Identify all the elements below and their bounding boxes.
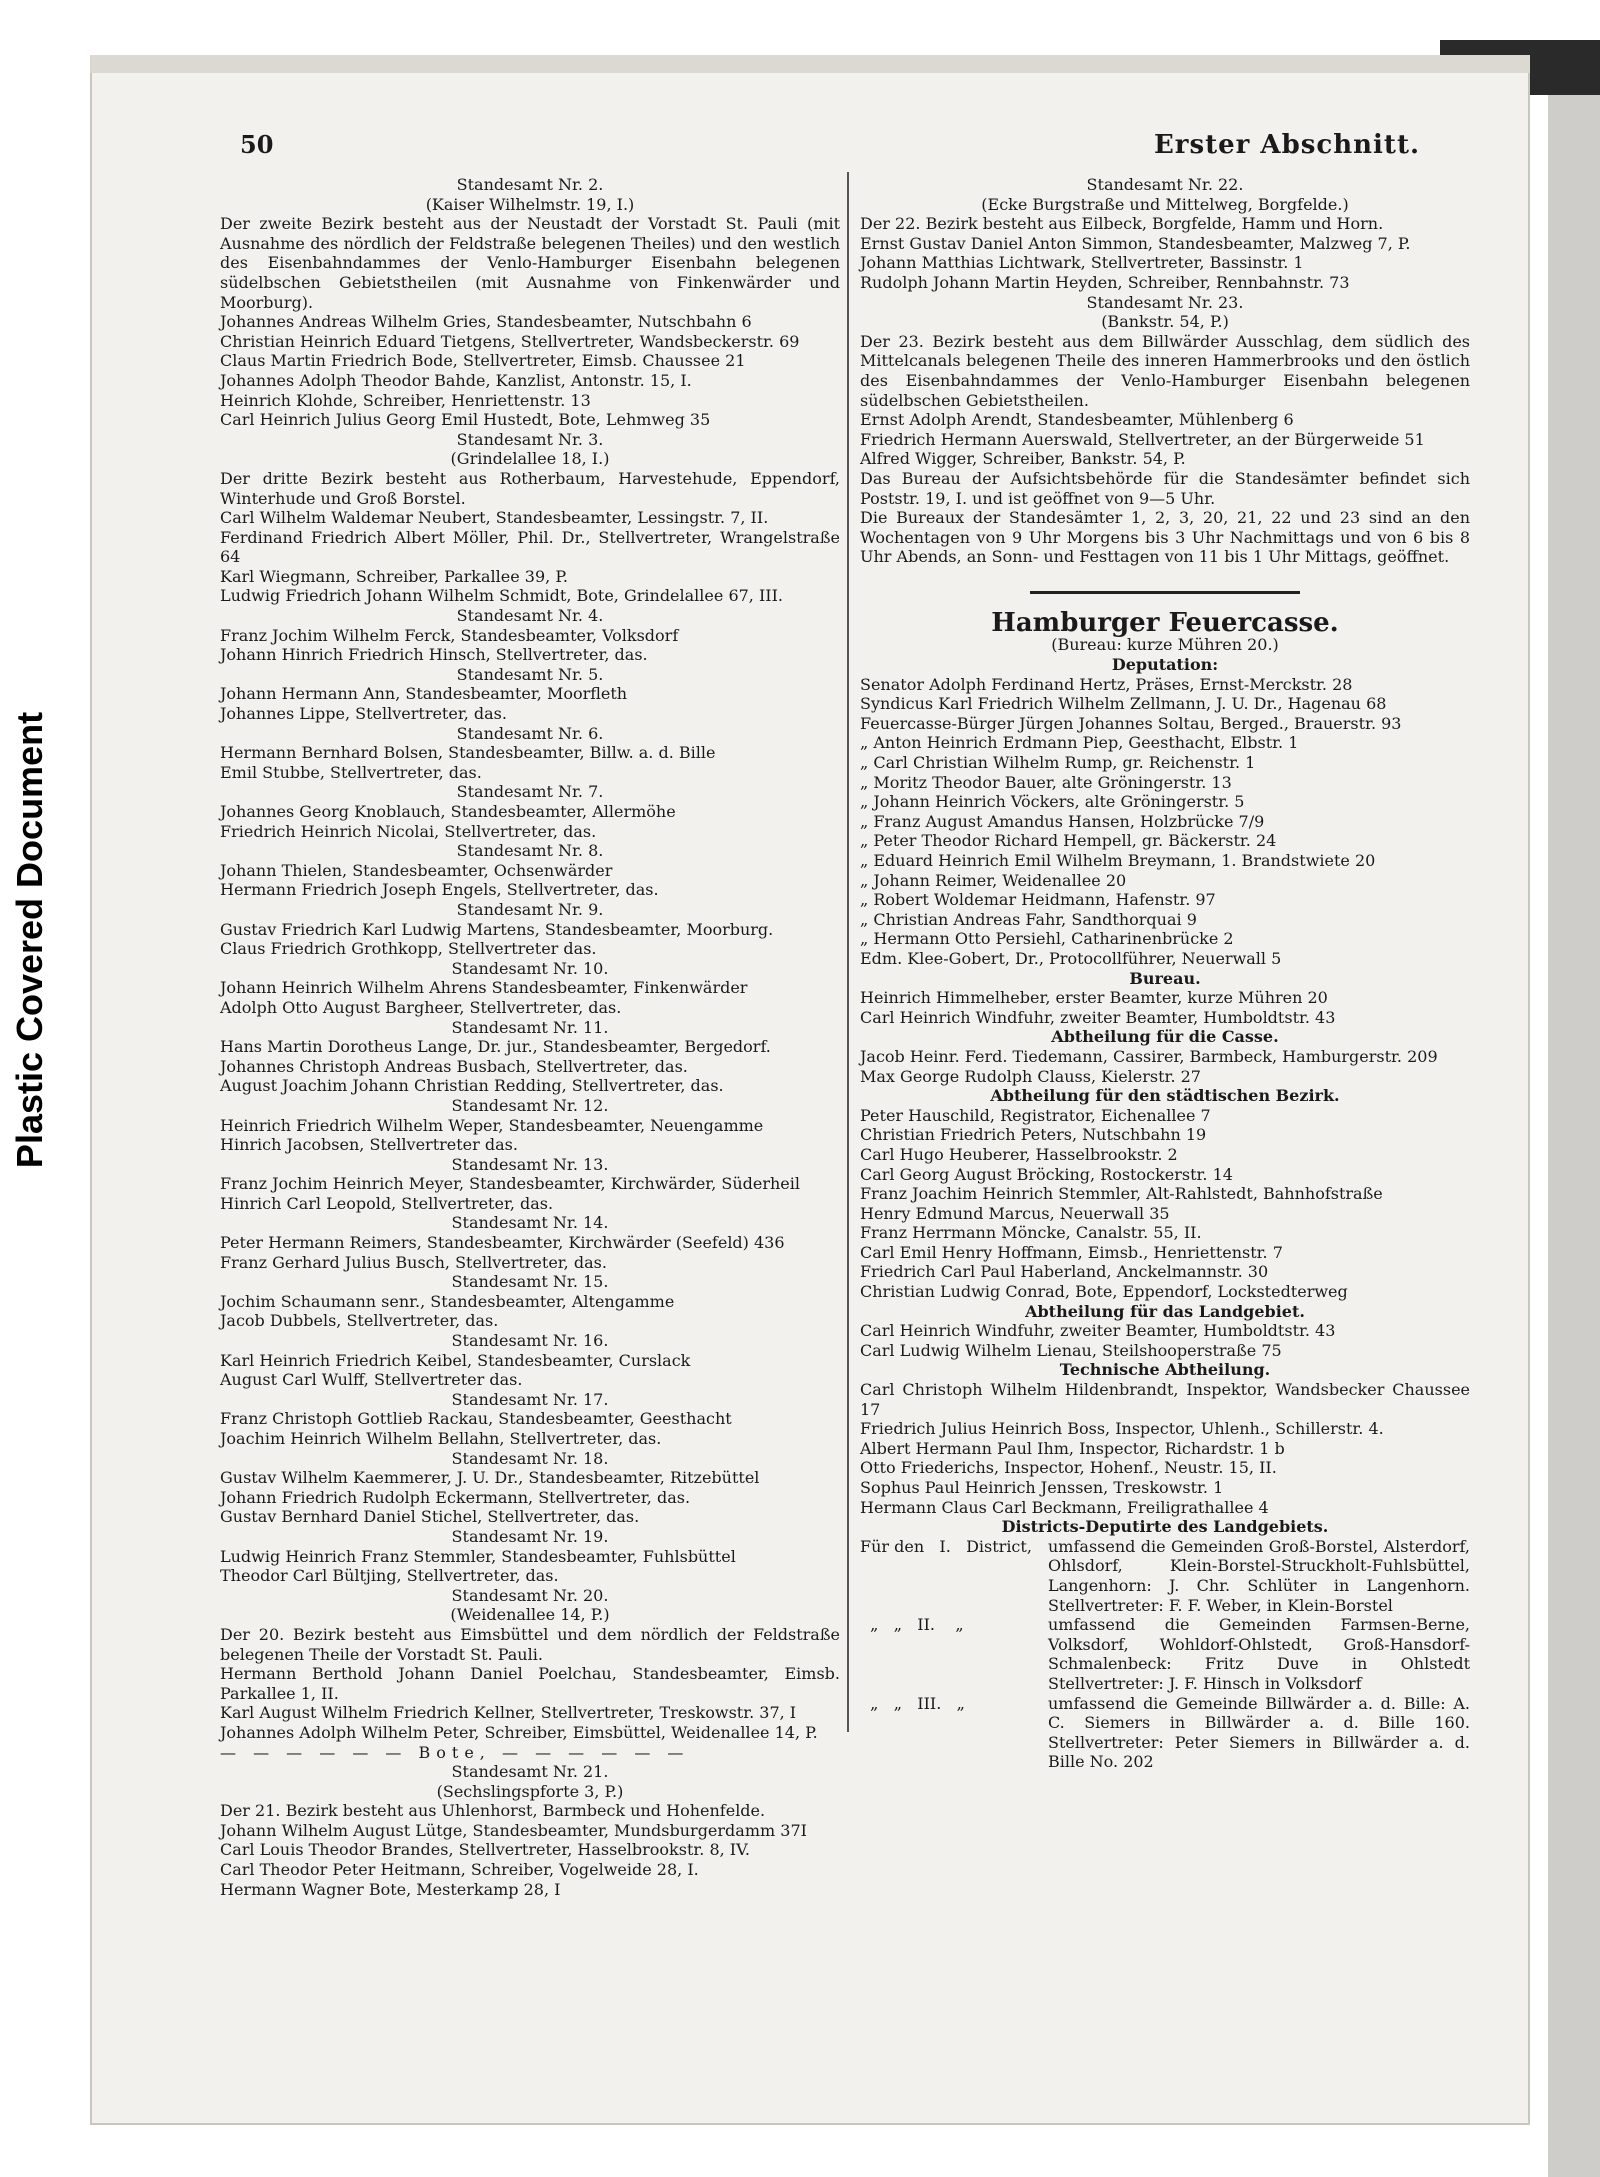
text-line: Christian Ludwig Conrad, Bote, Eppendorf, Lockstedterweg [860, 1282, 1348, 1302]
text-line: „ Johann Reimer, Weidenallee 20 [860, 870, 1127, 890]
text-line: Christian Friedrich Peters, Nutschbahn 19 [860, 1125, 1207, 1145]
text-line: Christian Heinrich Eduard Tietgens, Stellvertreter, Wandsbeckerstr. 69 [220, 331, 800, 351]
text-line: Ernst Gustav Daniel Anton Simmon, Standesbeamter, Malzweg 7, P. [860, 233, 1411, 253]
text-line: Gustav Bernhard Daniel Stichel, Stellvertreter, das. [220, 1507, 640, 1527]
text-line: Joachim Heinrich Wilhelm Bellahn, Stellvertreter, das. [220, 1429, 662, 1448]
text-line: Hermann Wagner Bote, Mesterkamp 28, I [220, 1879, 561, 1899]
text-line: „ Franz August Amandus Hansen, Holzbrücke 7/9 [860, 811, 1265, 831]
page-header [240, 130, 1420, 170]
text-line: Jacob Heinr. Ferd. Tiedemann, Cassirer, Barmbeck, Hamburgerstr. 209 [860, 1046, 1438, 1066]
text-line: Friedrich Julius Heinrich Boss, Inspector, Uhlenh., Schillerstr. 4. [860, 1419, 1384, 1439]
paragraph: Ferdinand Friedrich Albert Möller, Phil. Dr., Stellvertreter, Wrangelstraße 64 [220, 527, 840, 567]
text-line: Johann Heinrich Wilhelm Ahrens Standesbeamter, Finkenwärder [220, 978, 748, 998]
side-label [10, 600, 50, 1280]
text-line: Adolph Otto August Bargheer, Stellvertreter, das. [220, 997, 622, 1017]
text-line: Franz Joachim Heinrich Stemmler, Alt-Rahlstedt, Bahnhofstraße [860, 1184, 1383, 1204]
text-line: Senator Adolph Ferdinand Hertz, Präses, Ernst-Merckstr. 28 [860, 674, 1353, 694]
centered-line: Standesamt Nr. 20. [451, 1585, 609, 1605]
centered-line: Standesamt Nr. 23. [1086, 292, 1244, 312]
paragraph: Der 20. Bezirk besteht aus Eimsbüttel und dem nördlich der Feldstraße belegenen Theile der Vorstadt St. Pauli. [220, 1624, 840, 1664]
text-line: Carl Hugo Heuberer, Hasselbrookstr. 2 [860, 1144, 1178, 1164]
text-line: Franz Gerhard Julius Busch, Stellvertreter, das. [220, 1252, 607, 1272]
text-line: „ Carl Christian Wilhelm Rump, gr. Reichenstr. 1 [860, 753, 1256, 773]
centered-line: Standesamt Nr. 15. [451, 1272, 609, 1292]
text-line: Johannes Adolph Theodor Bahde, Kanzlist, Antonstr. 15, I. [220, 370, 692, 390]
text-line: Sophus Paul Heinrich Jenssen, Treskowstr. 1 [860, 1478, 1224, 1497]
centered-line: (Kaiser Wilhelmstr. 19, I.) [425, 194, 635, 214]
text-line: Johannes Christoph Andreas Busbach, Stellvertreter, das. [220, 1056, 688, 1076]
paragraph: Hermann Berthold Johann Daniel Poelchau, Standesbeamter, Eimsb. Parkallee 1, II. [220, 1664, 840, 1703]
text-line: Theodor Carl Bültjing, Stellvertreter, das. [220, 1566, 559, 1586]
district-label: Für den I. District, [860, 1536, 1032, 1556]
text-line: Heinrich Klohde, Schreiber, Henriettenstr. 13 [220, 390, 591, 410]
text-line: Max George Rudolph Clauss, Kielerstr. 27 [860, 1066, 1201, 1086]
section-heading: Technische Abtheilung. [1059, 1360, 1271, 1380]
centered-line: (Bureau: kurze Mühren 20.) [1051, 635, 1279, 655]
text-line: Johann Hinrich Friedrich Hinsch, Stellvertreter, das. [220, 645, 648, 665]
text-line: Ernst Adolph Arendt, Standesbeamter, Mühlenberg 6 [860, 410, 1294, 430]
text-line: Friedrich Heinrich Nicolai, Stellvertreter, das. [220, 821, 597, 841]
centered-line: Standesamt Nr. 7. [456, 782, 604, 802]
centered-line: Standesamt Nr. 16. [451, 1331, 609, 1351]
text-line: Johann Hermann Ann, Standesbeamter, Moorfleth [220, 684, 628, 704]
paragraph: Carl Christoph Wilhelm Hildenbrandt, Inspektor, Wandsbecker Chaussee 17 [860, 1380, 1470, 1419]
text-line: Peter Hermann Reimers, Standesbeamter, Kirchwärder (Seefeld) 436 [220, 1233, 785, 1253]
text-line: Edm. Klee-Gobert, Dr., Protocollführer, Neuerwall 5 [860, 948, 1282, 968]
section-heading: Bureau. [1129, 968, 1201, 988]
centered-line: (Bankstr. 54, P.) [1101, 312, 1229, 332]
right-column [860, 175, 1470, 1772]
text-line: „ Johann Heinrich Vöckers, alte Gröningerstr. 5 [860, 792, 1245, 812]
centered-line: Standesamt Nr. 5. [456, 664, 604, 684]
text-line: Carl Heinrich Windfuhr, zweiter Beamter, Humboldtstr. 43 [860, 1321, 1336, 1341]
paragraph: Johannes Adolph Wilhelm Peter, Schreiber, Eimsbüttel, Weidenallee 14, P. [220, 1722, 818, 1742]
text-line: Carl Wilhelm Waldemar Neubert, Standesbeamter, Lessingstr. 7, II. [220, 508, 769, 528]
text-line: Peter Hauschild, Registrator, Eichenallee 7 [860, 1105, 1211, 1125]
horizontal-rule [1030, 591, 1300, 594]
text-line: Johann Wilhelm August Lütge, Standesbeamter, Mundsburgerdamm 37I [220, 1820, 807, 1840]
text-line: Carl Georg August Bröcking, Rostockerstr. 14 [860, 1164, 1233, 1184]
text-line: Carl Theodor Peter Heitmann, Schreiber, Vogelweide 28, I. [220, 1860, 699, 1880]
centered-line: Standesamt Nr. 2. [456, 175, 604, 194]
text-line: Johann Thielen, Standesbeamter, Ochsenwärder [220, 860, 613, 880]
column-divider [847, 172, 849, 1732]
left-column [220, 175, 840, 1899]
centered-line: Standesamt Nr. 12. [451, 1095, 609, 1115]
text-line: „ Anton Heinrich Erdmann Piep, Geesthacht, Elbstr. 1 [860, 733, 1299, 753]
centered-line: Standesamt Nr. 17. [451, 1389, 609, 1409]
centered-line: Standesamt Nr. 3. [456, 429, 604, 449]
centered-line: Standesamt Nr. 13. [451, 1154, 609, 1174]
centered-line: (Sechslingspforte 3, P.) [436, 1781, 624, 1801]
paragraph: Der zweite Bezirk besteht aus der Neustadt der Vorstadt St. Pauli (mit Ausnahme des nördlich der Feldstraße belegenen Theiles) und den westlich des Eisenbahndammes der Venlo-Hamburger Eisenbahn belegenen südelbschen Gebietstheilen (mit Ausnahme von Finkenwärder und Moorburg). [220, 214, 840, 312]
text-line: Gustav Friedrich Karl Ludwig Martens, Standesbeamter, Moorburg. [220, 919, 774, 939]
text-line: Karl Heinrich Friedrich Keibel, Standesbeamter, Curslack [220, 1350, 691, 1370]
text-line: Franz Jochim Wilhelm Ferck, Standesbeamter, Volksdorf [220, 625, 679, 645]
district-entry [860, 1537, 1470, 1615]
paragraph: Das Bureau der Aufsichtsbehörde für die Standesämter befindet sich Poststr. 19, I. und ist geöffnet von 9—5 Uhr. [860, 468, 1470, 508]
text-line: Friedrich Carl Paul Haberland, Anckelmannstr. 30 [860, 1262, 1269, 1282]
text-line: Hinrich Carl Leopold, Stellvertreter, das. [220, 1193, 554, 1213]
text-line: Franz Herrmann Möncke, Canalstr. 55, II. [860, 1223, 1202, 1243]
page-number: 50 [240, 130, 274, 159]
district-text: umfassend die Gemeinden Farmsen-Berne, Volksdorf, Wohldorf-Ohlstedt, Groß-Hansdorf-Schmalenbeck: Fritz Duve in Ohlstedt Stellvertreter: J. F. Hinsch in Volksdorf [1048, 1615, 1470, 1693]
text-line: Hans Martin Dorotheus Lange, Dr. jur., Standesbeamter, Bergedorf. [220, 1037, 771, 1057]
text-line: Heinrich Himmelheber, erster Beamter, kurze Mühren 20 [860, 988, 1328, 1008]
institution-title: Hamburger Feuercasse. [991, 607, 1339, 638]
section-heading: Abtheilung für den städtischen Bezirk. [990, 1086, 1340, 1106]
text-line: Carl Heinrich Julius Georg Emil Hustedt, Bote, Lehmweg 35 [220, 410, 711, 430]
text-line: Der 22. Bezirk besteht aus Eilbeck, Borgfelde, Hamm und Horn. [860, 214, 1384, 234]
text-line: Jochim Schaumann senr., Standesbeamter, Altengamme [220, 1291, 675, 1311]
centered-line: Standesamt Nr. 18. [451, 1448, 609, 1468]
centered-line: (Ecke Burgstraße und Mittelweg, Borgfelde.) [981, 194, 1349, 214]
text-line: Ludwig Heinrich Franz Stemmler, Standesbeamter, Fuhlsbüttel [220, 1546, 736, 1566]
text-line: Carl Ludwig Wilhelm Lienau, Steilshooperstraße 75 [860, 1340, 1282, 1360]
text-line: Friedrich Hermann Auerswald, Stellvertreter, an der Bürgerweide 51 [860, 429, 1425, 449]
centered-line: Standesamt Nr. 22. [1086, 175, 1244, 194]
text-line: „ Robert Woldemar Heidmann, Hafenstr. 97 [860, 890, 1216, 910]
text-line: August Carl Wulff, Stellvertreter das. [220, 1370, 523, 1390]
text-line: Gustav Wilhelm Kaemmerer, J. U. Dr., Standesbeamter, Ritzebüttel [220, 1468, 760, 1488]
centered-line: Standesamt Nr. 11. [451, 1017, 609, 1037]
centered-line: Standesamt Nr. 4. [456, 606, 604, 626]
text-line: Claus Martin Friedrich Bode, Stellvertreter, Eimsb. Chaussee 21 [220, 351, 746, 371]
text-line: Johann Friedrich Rudolph Eckermann, Stellvertreter, das. [220, 1487, 691, 1507]
centered-line: Standesamt Nr. 8. [456, 841, 604, 861]
text-line: Karl Wiegmann, Schreiber, Parkallee 39, P. [220, 566, 568, 586]
text-line: Rudolph Johann Martin Heyden, Schreiber, Rennbahnstr. 73 [860, 272, 1350, 292]
paragraph: Die Bureaux der Standesämter 1, 2, 3, 20, 21, 22 und 23 sind an den Wochentagen von 9 Uhr Morgens bis 3 Uhr Nachmittags und von 6 bis 8 Uhr Abends, an Sonn- und Festtagen von 11 bis 1 Uhr Mittags, geöffnet. [860, 508, 1470, 567]
section-heading: Deputation: [1111, 655, 1219, 675]
text-line: August Joachim Johann Christian Redding, Stellvertreter, das. [220, 1076, 724, 1096]
centered-line: Standesamt Nr. 19. [451, 1526, 609, 1546]
text-line: Heinrich Friedrich Wilhelm Weper, Standesbeamter, Neuengamme [220, 1115, 764, 1135]
centered-line: Standesamt Nr. 10. [451, 958, 609, 978]
text-line: Syndicus Karl Friedrich Wilhelm Zellmann, J. U. Dr., Hagenau 68 [860, 694, 1387, 714]
centered-line: Standesamt Nr. 14. [451, 1213, 609, 1233]
section-heading: Abtheilung für das Landgebiet. [1025, 1301, 1305, 1321]
text-line: Otto Friederichs, Inspector, Hohenf., Neustr. 15, II. [860, 1458, 1277, 1478]
text-line: Henry Edmund Marcus, Neuerwall 35 [860, 1203, 1170, 1223]
text-line: Johannes Lippe, Stellvertreter, das. [220, 704, 507, 724]
text-line: Franz Jochim Heinrich Meyer, Standesbeamter, Kirchwärder, Süderheil [220, 1174, 800, 1194]
text-line: Hermann Bernhard Bolsen, Standesbeamter, Billw. a. d. Bille [220, 743, 716, 763]
text-line: Karl August Wilhelm Friedrich Kellner, Stellvertreter, Treskowstr. 37, I [220, 1703, 797, 1723]
section-heading: Abtheilung für die Casse. [1051, 1027, 1279, 1047]
text-line: Carl Emil Henry Hoffmann, Eimsb., Henriettenstr. 7 [860, 1242, 1283, 1262]
text-line: Ludwig Friedrich Johann Wilhelm Schmidt, Bote, Grindelallee 67, III. [220, 586, 784, 606]
section-heading: Districts-Deputirte des Landgebiets. [1001, 1517, 1329, 1537]
text-line: „ Christian Andreas Fahr, Sandthorquai 9 [860, 909, 1197, 929]
text-line: Albert Hermann Paul Ihm, Inspector, Richardstr. 1 b [860, 1438, 1285, 1458]
district-entry [860, 1615, 1470, 1693]
text-line: „ Hermann Otto Persiehl, Catharinenbrücke 2 [860, 929, 1234, 949]
text-line: Claus Friedrich Grothkopp, Stellvertreter das. [220, 939, 597, 959]
centered-line: Standesamt Nr. 21. [451, 1762, 609, 1782]
paragraph: Der 23. Bezirk besteht aus dem Billwärder Ausschlag, dem südlich des Mittelcanals belegenen Theile des inneren Hammerbrooks und den östlich des Eisenbahndammes der Venlo-Hamburger Eisenbahn belegenen südelbschen Gebietstheilen. [860, 331, 1470, 410]
text-line: Carl Heinrich Windfuhr, zweiter Beamter, Humboldtstr. 43 [860, 1007, 1336, 1027]
district-text: umfassend die Gemeinde Billwärder a. d. Bille: A. C. Siemers in Billwärder a. d. Bille 160. Stellvertreter: Peter Siemers in Billwärder a. d. Bille No. 202 [1048, 1693, 1470, 1772]
text-line: Feuercasse-Bürger Jürgen Johannes Soltau, Berged., Brauerstr. 93 [860, 713, 1402, 733]
text-line: „ Eduard Heinrich Emil Wilhelm Breymann, 1. Brandstwiete 20 [860, 851, 1376, 870]
dash-separator-line: — — — — — — Bote, — — — — — — [220, 1742, 690, 1762]
paragraph: Der dritte Bezirk besteht aus Rotherbaum, Harvestehude, Eppendorf, Winterhude und Groß Borstel. [220, 468, 840, 508]
text-line: Franz Christoph Gottlieb Rackau, Standesbeamter, Geesthacht [220, 1409, 732, 1429]
text-line: „ Moritz Theodor Bauer, alte Gröningerstr. 13 [860, 772, 1232, 792]
page-top-edge [90, 55, 1530, 73]
text-line: Johannes Georg Knoblauch, Standesbeamter, Allermöhe [220, 802, 676, 821]
text-line: Emil Stubbe, Stellvertreter, das. [220, 762, 482, 782]
text-line: Hinrich Jacobsen, Stellvertreter das. [220, 1135, 518, 1155]
text-line: Der 21. Bezirk besteht aus Uhlenhorst, Barmbeck und Hohenfelde. [220, 1801, 766, 1821]
centered-line: (Weidenallee 14, P.) [450, 1605, 610, 1625]
centered-line: (Grindelallee 18, I.) [450, 449, 610, 469]
text-line: Hermann Claus Carl Beckmann, Freiligrathallee 4 [860, 1497, 1269, 1517]
district-text: umfassend die Gemeinden Groß-Borstel, Alsterdorf, Ohlsdorf, Klein-Borstel-Struckholt-Fuhlsbüttel, Langenhorn: J. Chr. Schlüter in Langenhorn. Stellvertreter: F. F. Weber, in Klein-Borstel [1048, 1536, 1470, 1615]
text-line: Carl Louis Theodor Brandes, Stellvertreter, Hasselbrookstr. 8, IV. [220, 1840, 750, 1860]
side-label-text: Plastic Covered Document [9, 711, 50, 1169]
text-line: Johannes Andreas Wilhelm Gries, Standesbeamter, Nutschbahn 6 [220, 312, 752, 332]
centered-line: Standesamt Nr. 9. [456, 899, 604, 919]
text-line: „ Peter Theodor Richard Hempell, gr. Bäckerstr. 24 [860, 831, 1277, 851]
text-line: Alfred Wigger, Schreiber, Bankstr. 54, P. [860, 449, 1186, 469]
scanner-edge-strip [1548, 40, 1600, 2177]
text-line: Hermann Friedrich Joseph Engels, Stellvertreter, das. [220, 880, 659, 900]
district-entry [860, 1694, 1470, 1772]
text-line: Johann Matthias Lichtwark, Stellvertreter, Bassinstr. 1 [860, 253, 1304, 273]
district-label: „ „ II. „ [860, 1615, 964, 1635]
centered-line: Standesamt Nr. 6. [456, 723, 604, 743]
section-title: Erster Abschnitt. [1153, 130, 1420, 160]
district-label: „ „ III. „ [860, 1693, 965, 1713]
text-line: Jacob Dubbels, Stellvertreter, das. [220, 1311, 499, 1331]
